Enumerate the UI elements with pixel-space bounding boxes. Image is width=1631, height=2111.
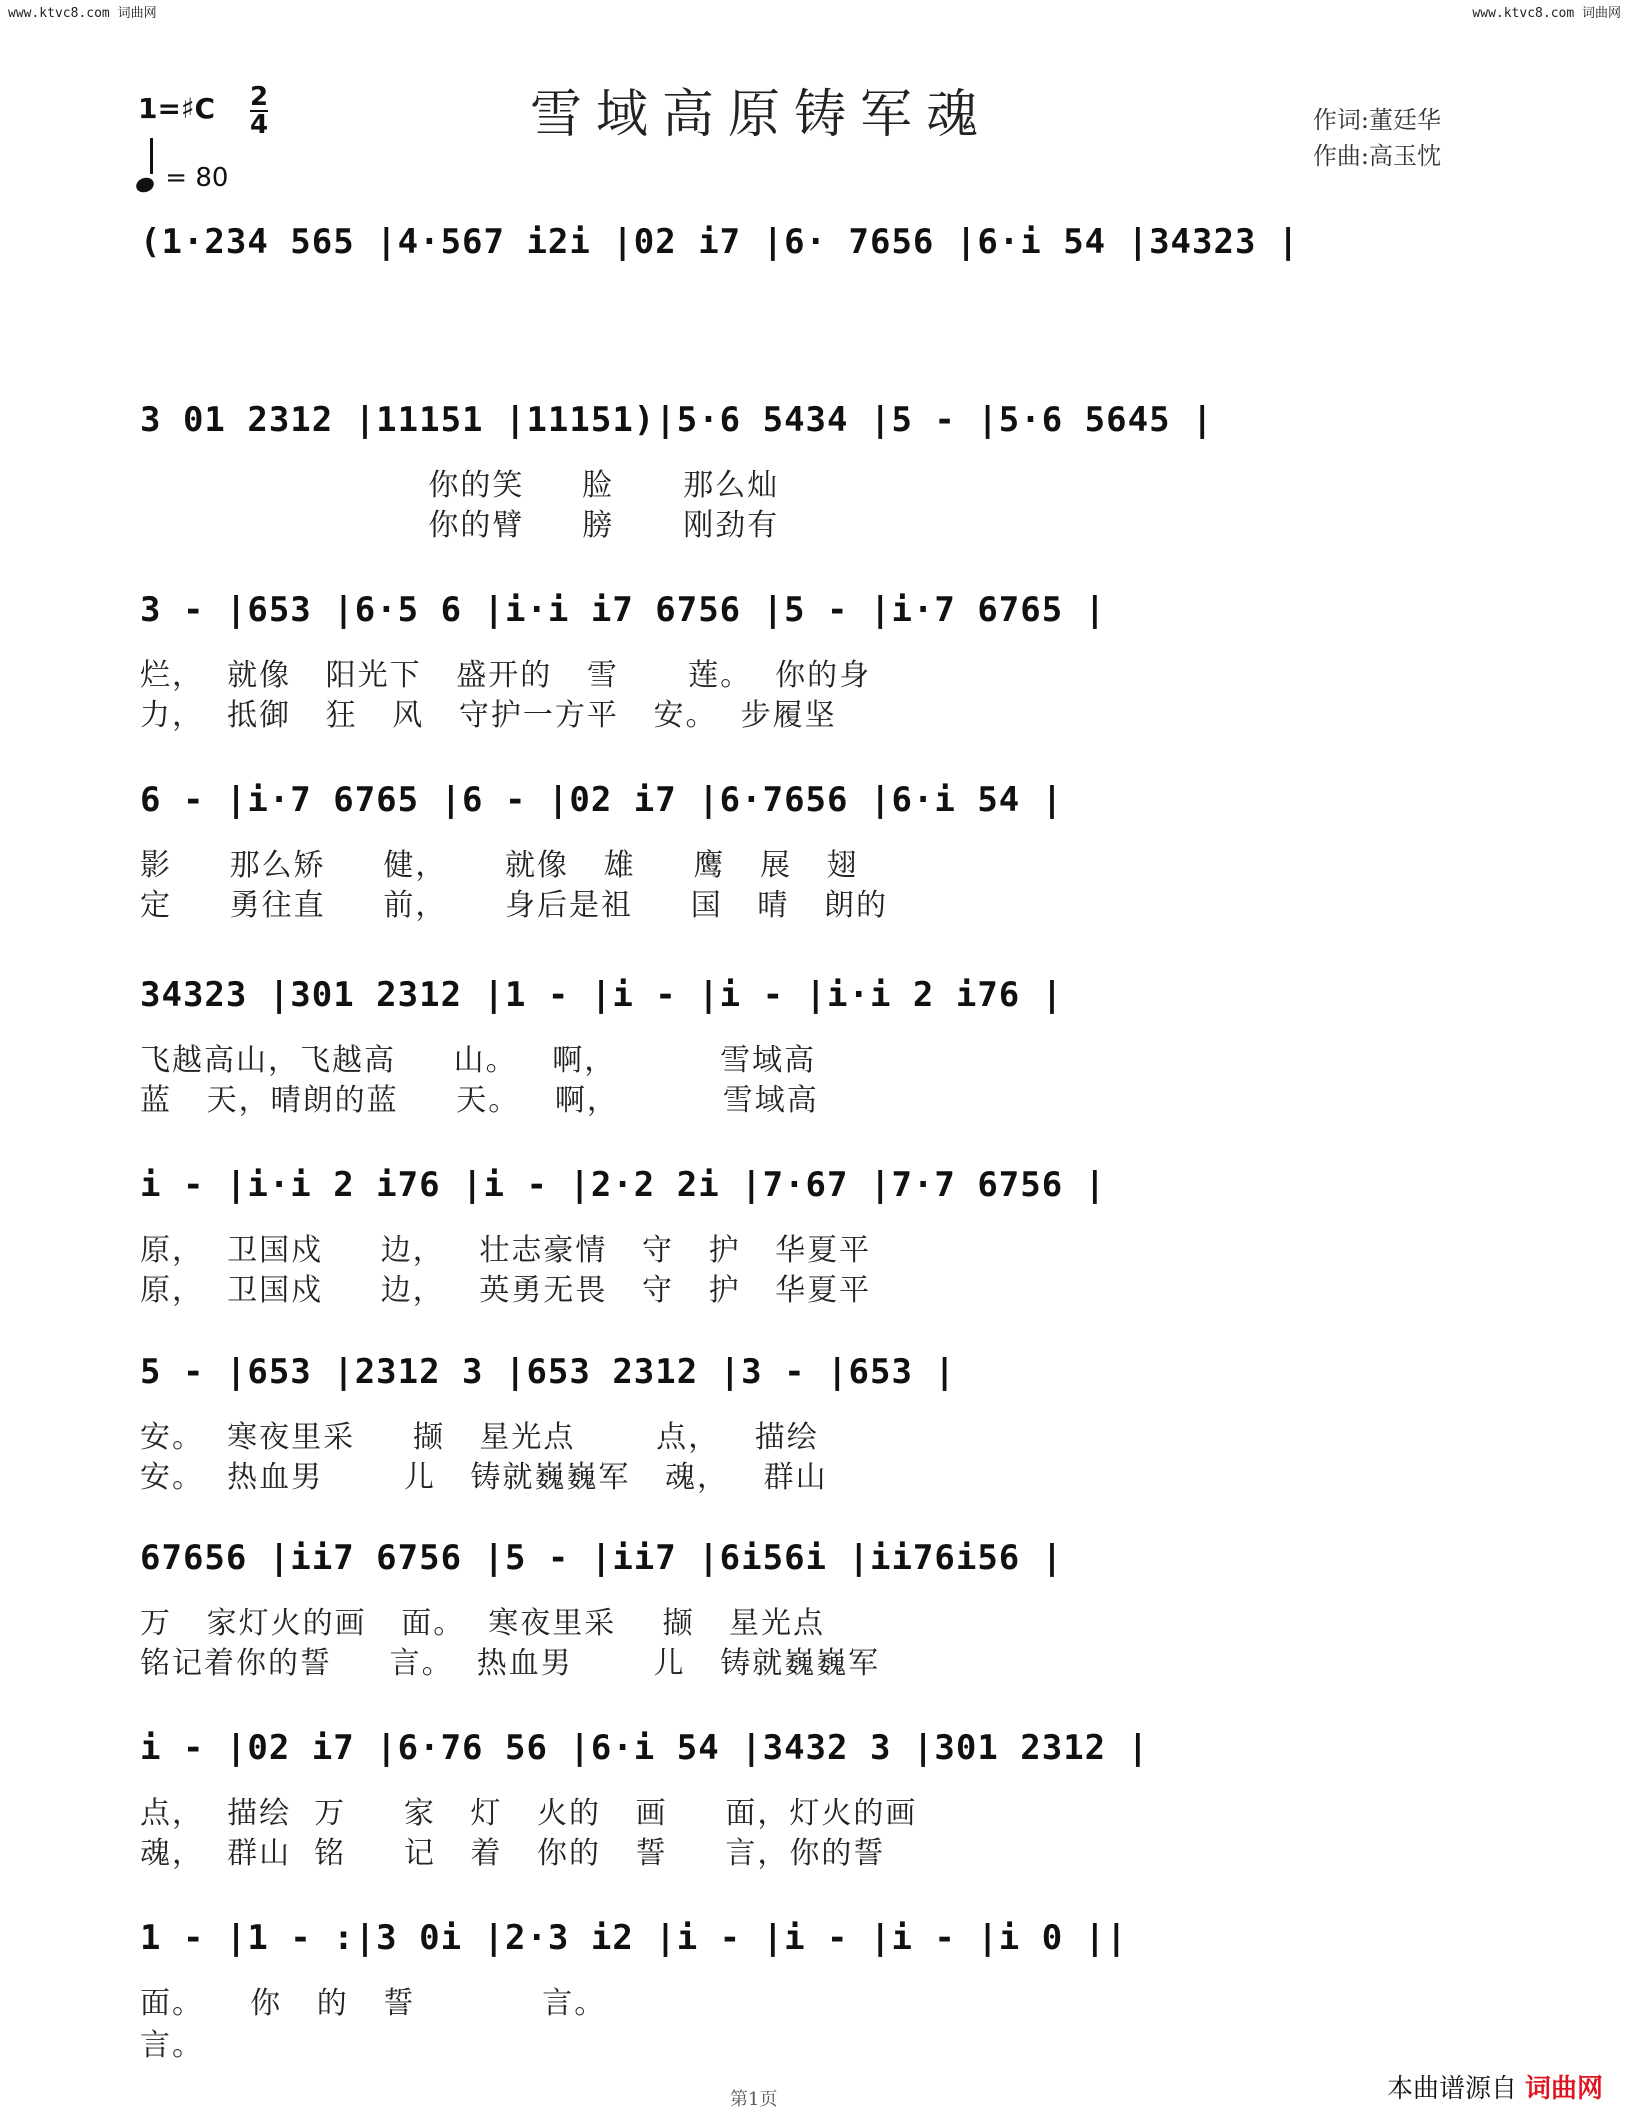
source-url-left: www.ktvc8.com 词曲网: [8, 6, 157, 21]
lyric-line-verse1: 原， 卫国戍 边， 壮志豪情 守 护 华夏平: [140, 1233, 872, 1268]
lyric-line-verse2: 言。: [140, 2028, 204, 2063]
time-signature: [250, 84, 268, 138]
lyric-line-verse1: 万 家灯火的画 面。 寒夜里采 撷 星光点: [140, 1606, 826, 1641]
notation-line: 5 - |653 |2312 3 |653 2312 |3 - |653 |: [140, 1352, 956, 1392]
lyric-line-verse2: 力， 抵御 狂 风 守护一方平 安。 步履坚: [140, 698, 837, 733]
composer-credit: 作曲:高玉忱: [1312, 142, 1441, 170]
meter-bottom: 4: [250, 110, 269, 140]
notation-line: 1 - |1 - :|3 0i |2·3 i2 |i - |i - |i - |i 0 ||: [140, 1918, 1128, 1958]
notation-line: 67656 |ii7 6756 |5 - |ii7 |6i56i |ii76i56 |: [140, 1538, 1064, 1578]
lyric-line-verse2: 原， 卫国戍 边， 英勇无畏 守 护 华夏平: [140, 1273, 872, 1308]
lyric-line-verse1: 飞越高山，飞越高 山。 啊， 雪域高: [140, 1043, 817, 1078]
lyricist-credit: 作词:董廷华: [1312, 106, 1441, 134]
notation-line: i - |i·i 2 i76 |i - |2·2 2i |7·67 |7·7 6756 |: [140, 1165, 1107, 1205]
footer-source-text: 本曲谱源自: [1386, 2074, 1517, 2104]
lyric-line-verse2: 蓝 天，晴朗的蓝 天。 啊， 雪域高: [140, 1083, 819, 1118]
notation-line: 34323 |301 2312 |1 - |i - |i - |i·i 2 i76 |: [140, 975, 1064, 1015]
lyric-line-verse1: 影 那么矫 健， 就像 雄 鹰 展 翅: [140, 848, 859, 883]
notation-line: i - |02 i7 |6·76 56 |6·i 54 |3432 3 |301 2312 |: [140, 1728, 1150, 1768]
source-url-right: www.ktvc8.com 词曲网: [1472, 6, 1621, 21]
song-title: 雪域高原铸军魂: [530, 85, 993, 145]
note-stem-icon: [150, 138, 153, 174]
lyric-line-verse1: 面。 你 的 誓 言。: [140, 1986, 607, 2021]
lyric-line-verse2: 铭记着你的誓 言。 热血男 儿 铸就巍巍军: [140, 1646, 881, 1681]
key-signature: 1=♯C: [138, 92, 216, 125]
lyric-line-verse2: 定 勇往直 前， 身后是祖 国 晴 朗的: [140, 888, 888, 923]
notation-line: (1·234 565 |4·567 i2i |02 i7 |6· 7656 |6·i 54 |34323 |: [140, 222, 1300, 262]
notation-line: 3 - |653 |6·5 6 |i·i i7 6756 |5 - |i·7 6765 |: [140, 590, 1107, 630]
lyric-line-verse1: 你的笑 脸 那么灿: [140, 468, 780, 503]
tempo-marking: [136, 150, 228, 193]
notation-line: 6 - |i·7 6765 |6 - |02 i7 |6·7656 |6·i 54 |: [140, 780, 1064, 820]
quarter-note-icon: [134, 175, 156, 194]
page-number: 第1页: [730, 2089, 778, 2110]
lyric-line-verse1: 点， 描绘 万 家 灯 火的 画 面，灯火的画: [140, 1796, 918, 1831]
lyric-line-verse2: 魂， 群山 铭 记 着 你的 誓 言，你的誓: [140, 1836, 886, 1871]
notation-line: 3 01 2312 |11151 |11151)|5·6 5434 |5 - |5·6 5645 |: [140, 400, 1214, 440]
lyric-line-verse1: 安。 寒夜里采 撷 星光点 点， 描绘: [140, 1420, 819, 1455]
tempo-value: = 80: [165, 163, 229, 193]
meter-top: 2: [250, 82, 269, 112]
lyric-line-verse2: 你的臂 膀 刚劲有: [140, 508, 780, 543]
footer-source: [1387, 2068, 1603, 2105]
footer-brand-logo: 词曲网: [1524, 2074, 1603, 2104]
lyric-line-verse2: 安。 热血男 儿 铸就巍巍军 魂， 群山: [140, 1460, 828, 1495]
lyric-line-verse1: 烂， 就像 阳光下 盛开的 雪 莲。 你的身: [140, 658, 872, 693]
